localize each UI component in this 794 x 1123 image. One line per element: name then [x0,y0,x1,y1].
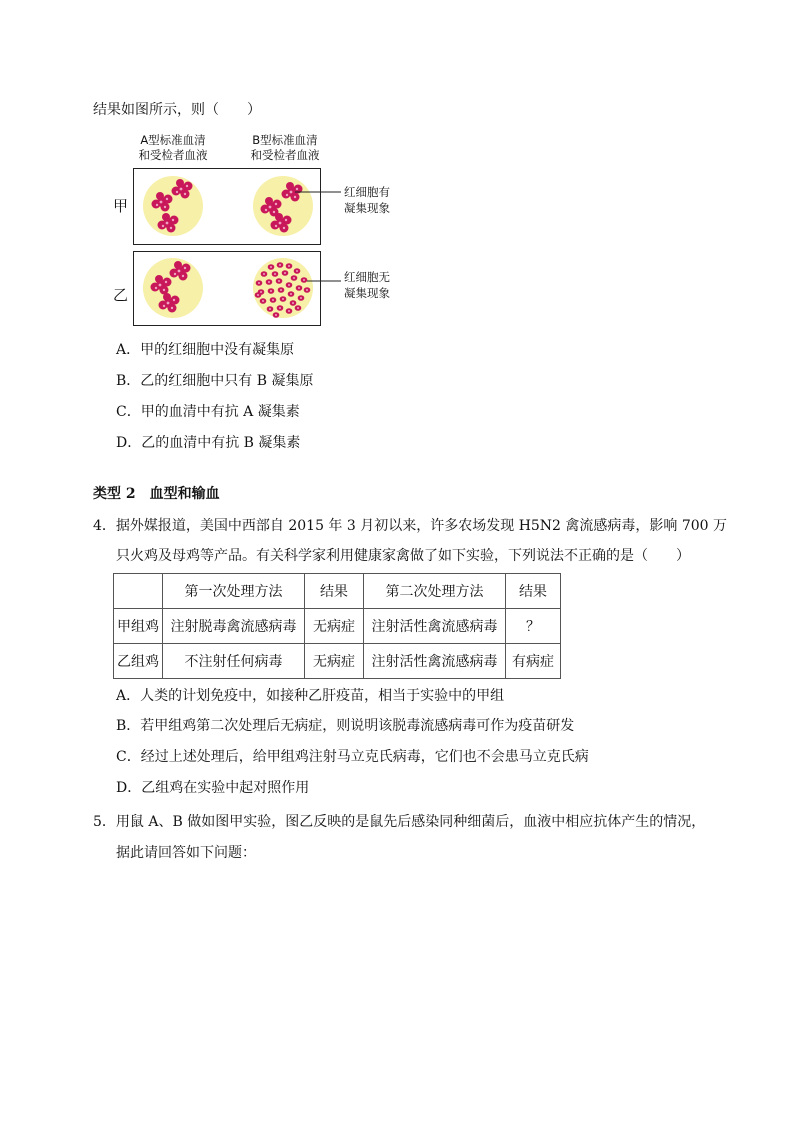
table-row [114,644,561,679]
q3-option-a: A．甲的红细胞中没有凝集原 [116,342,295,358]
q4-stem-line2: 只火鸡及母鸡等产品。有关科学家利用健康家禽做了如下实验，下列说法不正确的是（ ） [116,548,690,564]
caption-a [128,133,218,163]
q3-option-c: C．甲的血清中有抗 A 凝集素 [116,404,300,420]
pointer-extensions [319,185,343,285]
table-cell: 甲组鸡 [114,609,163,644]
caption-b-line1: B型标准血清 [252,133,318,147]
experiment-table [113,573,561,679]
table-cell: 无病症 [305,644,364,679]
q4-option-c: C．经过上述处理后，给甲组鸡注射马立克氏病毒，它们也不会患马立克氏病 [116,749,589,765]
table-header-row [114,574,561,609]
caption-a-line1: A型标准血清 [140,133,206,147]
table-cell: 注射活性禽流感病毒 [364,644,506,679]
q5-stem-line2: 据此请回答如下问题： [116,845,256,861]
q3-intro: 结果如图所示，则（ ） [93,102,261,118]
note-agglutination [344,184,390,216]
caption-b [240,133,330,163]
caption-b-line2: 和受检者血液 [250,148,320,162]
caption-a-line2: 和受检者血液 [138,148,208,162]
table-cell: 不注射任何病毒 [163,644,305,679]
table-cell: 注射活性禽流感病毒 [364,609,506,644]
table-cell: 无病症 [305,609,364,644]
row-label-jia: 甲 [113,197,129,215]
table-cell: 第二次处理方法 [364,574,506,609]
table-cell: 乙组鸡 [114,644,163,679]
table-cell: 注射脱毒禽流感病毒 [163,609,305,644]
row-label-yi: 乙 [113,286,129,304]
note-no-agglutination-line2: 凝集现象 [344,286,390,300]
section-heading: 类型 2 血型和输血 [93,486,220,502]
table-cell: ？ [506,609,561,644]
q5-stem-line1: 5．用鼠 A、B 做如图甲实验，图乙反映的是鼠先后感染同种细菌后，血液中相应抗体产生的情况， [93,814,706,830]
note-no-agglutination-line1: 红细胞无 [344,270,390,284]
table-cell: 结果 [506,574,561,609]
q3-option-b: B．乙的红细胞中只有 B 凝集原 [116,373,314,389]
table-row [114,609,561,644]
q4-option-d: D．乙组鸡在实验中起对照作用 [116,780,310,796]
table-cell: 第一次处理方法 [163,574,305,609]
blood-type-diagram [130,165,330,330]
table-cell: 有病症 [506,644,561,679]
q4-option-a: A．人类的计划免疫中，如接种乙肝疫苗，相当于实验中的甲组 [116,688,505,704]
table-cell [114,574,163,609]
q4-option-b: B．若甲组鸡第二次处理后无病症，则说明该脱毒流感病毒可作为疫苗研发 [116,718,575,734]
note-no-agglutination [344,269,390,301]
q3-option-d: D．乙的血清中有抗 B 凝集素 [116,435,301,451]
note-agglutination-line1: 红细胞有 [344,185,390,199]
table-cell: 结果 [305,574,364,609]
note-agglutination-line2: 凝集现象 [344,201,390,215]
q4-stem-line1: 4．据外媒报道，美国中西部自 2015 年 3 月初以来，许多农场发现 H5N2 禽流感病毒，影响 700 万 [93,518,728,534]
